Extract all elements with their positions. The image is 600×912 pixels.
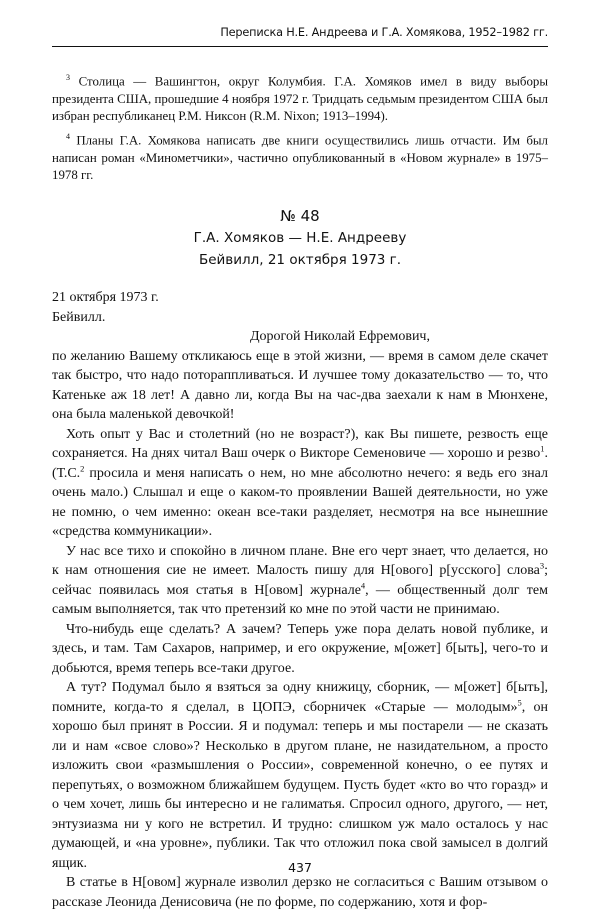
letter-correspondents: Г.А. Хомяков — Н.Е. Андрееву	[193, 230, 407, 246]
page-number: 437	[288, 860, 312, 875]
footnote-ref: 3	[539, 560, 545, 571]
footnote-ref: 4	[360, 579, 366, 590]
paragraph-text: А тут? Подумал было я взяться за одну книжицу, сборник, — м[ожет] б[ыть], помните, когда-то я сделал, в ЦОПЭ, сборничек «Старые — молодым»	[52, 680, 548, 715]
letter-place-date: Бейвилл, 21 октября 1973 г.	[198, 252, 402, 268]
footnote	[52, 69, 548, 126]
date-line: 21 октября 1973 г.	[52, 290, 159, 305]
paragraph	[52, 425, 548, 542]
footnote-marker: 3	[66, 73, 70, 82]
paragraph-text: Хоть опыт у Вас и столетний (но не возраст?), как Вы пишете, резвость еще сохраняется. На днях читал Ваш очерк о Викторе Семеновиче — хорошо и резво	[52, 426, 548, 461]
letter-body	[52, 288, 548, 912]
paragraph: по желанию Вашему откликаюсь еще в этой жизни, — время в самом деле скачет так быстро, что надо потораппливаться. И лучшее тому доказательство — то, что Катеньке аж 18 лет! А давно ли, когда Вы на час-два заехали к нам в Мюнхене, она была маленькой девочкой!	[52, 348, 548, 422]
footnote-ref: 2	[80, 462, 85, 473]
footnote-text: Столица — Вашингтон, округ Колумбия. Г.А. Хомяков имел в виду выборы президента США, прошедшие 4 ноября 1972 г. Тридцать седьмым президентом США был избран республиканец Р.М. Никсон (R.M. Nixon; 1913–1994).	[52, 74, 548, 124]
footnote-ref: 5	[517, 696, 522, 707]
footnote-text: Планы Г.А. Хомякова написать две книги осуществились лишь отчасти. Им был написан роман «Минометчики», частично опубликованный в «Новом журнале» в 1975–1978 гг.	[52, 133, 548, 183]
footnote-ref: 1	[540, 443, 545, 454]
footnote	[52, 128, 548, 185]
salutation: Дорогой Николай Ефремович,	[250, 329, 430, 344]
paragraph-text: , — общественный долг тем самым выполняется, так что претензий ко мне по этой части не принимаю.	[52, 582, 548, 617]
running-header: Переписка Н.Е. Андреева и Г.А. Хомякова, 1952–1982 гг.	[52, 26, 548, 47]
letter-number: № 48	[280, 207, 320, 225]
paragraph: В статье в Н[овом] журнале изволил дерзко не согласиться с Вашим отзывом о рассказе Леонида Денисовича (не по форме, по содержанию, хотя и фор-	[52, 875, 548, 910]
paragraph	[52, 542, 548, 620]
paragraph: Что-нибудь еще сделать? А зачем? Теперь уже пора делать новой публике, и здесь, и там. Там Сахаров, например, и его окружение, м[ожет] б[ыть], чего-то и добьются, время теперь все-таки другое.	[52, 621, 548, 676]
footnotes-block	[52, 69, 548, 187]
paragraph-text: , он хорошо был принят в России. Я и подумал: теперь и мы постарели — не сказать ли и нам «свое слово»? Несколько в другом плане, не назидательном, а просто изложить свои «размышления о России», современной конечно, о ее путях и перепутьях, о возможном ближайшем будущем. Пусть будет «кто во что горазд» и о чем хочет, лишь бы интересно и не галиматья. Спросил одного, другого, — нет, энтузиазма ни у кого не встретил. И трудно: слишком уж мало осталось у нас думающей, и «на уровне», публики. Так что отложил пока свой замысел в долгий ящик.	[52, 699, 548, 871]
footnote-marker: 4	[66, 131, 70, 141]
paragraph-text: . (Т.С.	[52, 446, 548, 481]
paragraph-text: У нас все тихо и спокойно в личном плане. Вне его черт знает, что делается, но к нам отношения сие не имеет. Малость пишу для Н[ового] р[усского] слова	[52, 543, 548, 578]
place-line: Бейвилл.	[52, 309, 106, 325]
paragraph-text: ; сейчас появилась моя статья в Н[овом] журнале	[52, 563, 548, 598]
paragraph-text: просила и меня написать о нем, но мне абсолютно нечего: я ведь его знал очень мало.) Слышал и еще о каком-то проявлении Вашей деятельности, но уже не помню, о чем именно: океан все-таки разделяет, несмотря на все нынешние «средства коммуникации».	[52, 465, 548, 539]
paragraph	[52, 678, 548, 873]
letter-heading	[52, 205, 548, 271]
